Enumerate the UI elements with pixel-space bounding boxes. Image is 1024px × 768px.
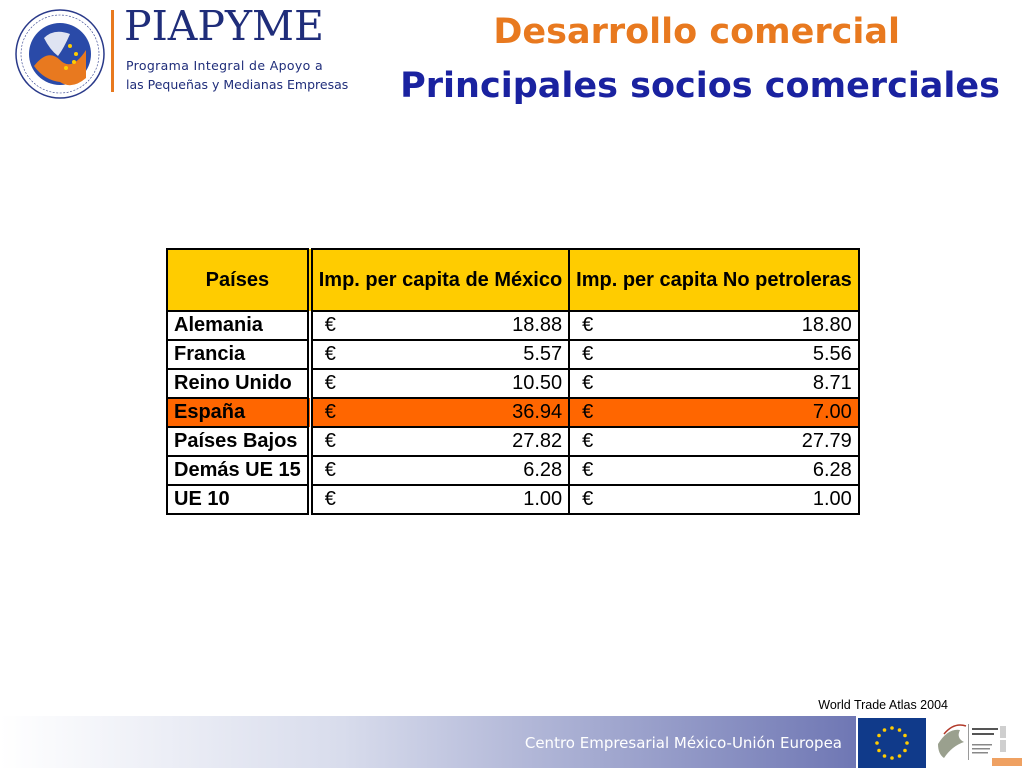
imp-mexico-value: 1.00 xyxy=(523,488,563,510)
imp-mexico-value: 5.57 xyxy=(523,343,563,365)
euro-symbol: € xyxy=(582,343,594,365)
euro-symbol: € xyxy=(324,430,336,452)
imp-mexico-cell xyxy=(310,369,569,398)
imp-mexico-value: 18.88 xyxy=(512,314,563,336)
logo-divider xyxy=(111,10,114,92)
table-row xyxy=(167,369,859,398)
eu-star-icon xyxy=(898,728,902,732)
imp-no-petroleras-value: 18.80 xyxy=(801,314,852,336)
eu-star-icon xyxy=(883,728,887,732)
imp-mexico-cell xyxy=(310,340,569,369)
eu-star-icon xyxy=(898,754,902,758)
country-cell: Alemania xyxy=(167,311,310,340)
table-body xyxy=(167,311,859,514)
logo-subtitle-line2: las Pequeñas y Medianas Empresas xyxy=(126,77,349,92)
footer-bar xyxy=(0,716,856,768)
euro-symbol: € xyxy=(324,459,336,481)
euro-symbol: € xyxy=(324,401,336,423)
imp-no-petroleras-value: 27.79 xyxy=(801,430,852,452)
imp-mexico-value: 36.94 xyxy=(512,401,563,423)
slide-subtitle: Principales socios comerciales xyxy=(400,66,1000,106)
imp-mexico-cell xyxy=(310,398,569,427)
imp-mexico-value: 10.50 xyxy=(512,372,563,394)
eu-flag-icon xyxy=(858,718,926,768)
table-row xyxy=(167,398,859,427)
imp-mexico-cell xyxy=(310,485,569,514)
eu-star-icon xyxy=(883,754,887,758)
secretaria-economia-logo xyxy=(930,714,1024,768)
logo-subtitle-line1: Programa Integral de Apoyo a xyxy=(126,58,323,73)
eu-star-icon xyxy=(903,734,907,738)
imp-no-petroleras-cell xyxy=(569,398,859,427)
imp-mexico-value: 27.82 xyxy=(512,430,563,452)
euro-symbol: € xyxy=(582,459,594,481)
imp-mexico-cell xyxy=(310,427,569,456)
imp-mexico-value: 6.28 xyxy=(523,459,563,481)
country-cell: Francia xyxy=(167,340,310,369)
euro-symbol: € xyxy=(582,430,594,452)
imp-no-petroleras-cell xyxy=(569,456,859,485)
source-note: World Trade Atlas 2004 xyxy=(818,698,948,712)
imp-no-petroleras-value: 5.56 xyxy=(812,343,852,365)
imp-no-petroleras-value: 7.00 xyxy=(812,401,852,423)
slide-title: Desarrollo comercial xyxy=(493,12,900,52)
eu-star-icon xyxy=(903,749,907,753)
euro-symbol: € xyxy=(324,372,336,394)
imp-no-petroleras-cell xyxy=(569,427,859,456)
euro-symbol: € xyxy=(324,488,336,510)
table-header-row xyxy=(167,249,859,311)
country-cell: España xyxy=(167,398,310,427)
table-row xyxy=(167,311,859,340)
eu-star-icon xyxy=(890,726,894,730)
header-paises: Países xyxy=(167,249,310,311)
imp-mexico-cell xyxy=(310,456,569,485)
country-cell: Demás UE 15 xyxy=(167,456,310,485)
euro-symbol: € xyxy=(582,401,594,423)
imp-no-petroleras-cell xyxy=(569,340,859,369)
eu-star-icon xyxy=(877,734,881,738)
trade-partners-table xyxy=(166,248,860,515)
header-imp-mexico: Imp. per capita de México xyxy=(310,249,569,311)
eu-star-icon xyxy=(877,749,881,753)
country-cell: UE 10 xyxy=(167,485,310,514)
imp-no-petroleras-value: 1.00 xyxy=(812,488,852,510)
country-cell: Reino Unido xyxy=(167,369,310,398)
eu-star-icon xyxy=(890,756,894,760)
table-row xyxy=(167,427,859,456)
mexico-ue-emblem-logo xyxy=(14,8,106,100)
eu-star-icon xyxy=(875,741,879,745)
imp-no-petroleras-cell xyxy=(569,311,859,340)
eu-star-icon xyxy=(905,741,909,745)
header-imp-no-petroleras: Imp. per capita No petroleras xyxy=(569,249,859,311)
table-row xyxy=(167,340,859,369)
imp-no-petroleras-cell xyxy=(569,485,859,514)
logo-title: PIAPYME xyxy=(124,2,324,50)
euro-symbol: € xyxy=(582,488,594,510)
euro-symbol: € xyxy=(582,372,594,394)
imp-no-petroleras-value: 6.28 xyxy=(812,459,852,481)
table-row xyxy=(167,456,859,485)
imp-no-petroleras-cell xyxy=(569,369,859,398)
country-cell: Países Bajos xyxy=(167,427,310,456)
imp-mexico-cell xyxy=(310,311,569,340)
euro-symbol: € xyxy=(324,314,336,336)
footer-text: Centro Empresarial México-Unión Europea xyxy=(524,734,842,752)
euro-symbol: € xyxy=(324,343,336,365)
table-row xyxy=(167,485,859,514)
euro-symbol: € xyxy=(582,314,594,336)
imp-no-petroleras-value: 8.71 xyxy=(812,372,852,394)
